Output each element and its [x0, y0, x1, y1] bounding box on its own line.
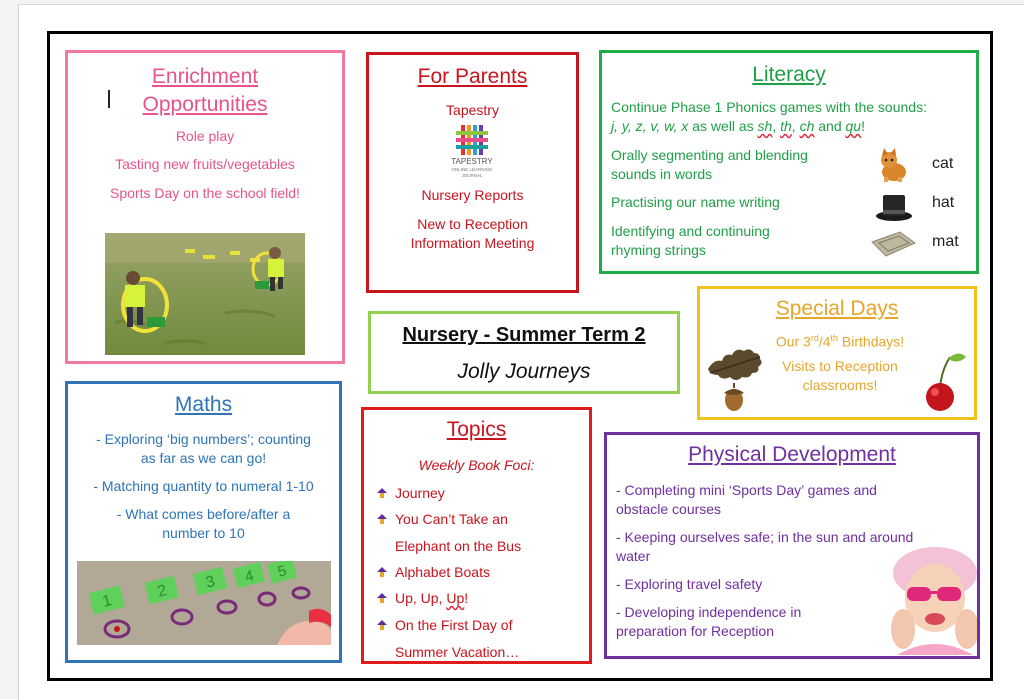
birthdays-post: Birthdays! — [838, 333, 905, 350]
topics-subtitle: Weekly Book Foci: — [418, 457, 535, 473]
birthdays-sup2: th — [830, 333, 839, 343]
maths-item1-line1: - Exploring ‘big numbers’; counting — [96, 431, 311, 447]
enrichment-item: Tasting new fruits/vegetables — [115, 156, 295, 172]
number-cards-photo — [77, 561, 331, 645]
literacy-word-mat: mat — [932, 233, 959, 250]
for-parents-title: For Parents — [417, 65, 528, 88]
maths-item: - Matching quantity to numeral 1-10 — [93, 478, 314, 494]
physical-item1-line2: obstacle courses — [616, 501, 722, 517]
meeting-line1: New to Reception — [417, 216, 528, 232]
maths-item1-line2: as far as we can go! — [140, 450, 267, 466]
literacy-segmenting-text — [611, 146, 808, 184]
maths-title: Maths — [174, 393, 233, 416]
bullet-arrow-icon — [376, 513, 388, 525]
phonics-line2: j, y, z, v, w, x as well as sh, th, ch and qu! — [611, 118, 865, 134]
numeral-card: 5 — [276, 562, 289, 581]
visits-line1: Visits to Reception — [782, 358, 898, 374]
nursery-heading: Nursery - Summer Term 2 — [402, 324, 646, 346]
sports-day-photo — [105, 233, 305, 355]
physical-item2-line1: - Keeping ourselves safe; in the sun and around — [616, 529, 914, 545]
special-days-box — [697, 286, 977, 420]
phonics-mid: as well as — [688, 118, 758, 134]
segmenting-line1: Orally segmenting and blending — [611, 147, 808, 163]
topic-up-pre: Up, Up, — [395, 590, 447, 606]
birthdays-text — [760, 329, 920, 352]
physical-item: - Exploring travel safety — [616, 576, 763, 592]
bullet-arrow-icon — [376, 592, 388, 604]
maths-item3-line2: number to 10 — [162, 525, 245, 541]
nursery-reports-label: Nursery Reports — [421, 187, 524, 203]
phonics-sh: sh — [757, 118, 773, 134]
topic-item-continued: Summer Vacation… — [395, 644, 520, 660]
topic-item — [395, 590, 468, 606]
nursery-title-box — [368, 311, 680, 394]
nursery-subtitle: Jolly Journeys — [457, 360, 591, 383]
rhyming-line2: rhyming strings — [611, 242, 706, 258]
oak-leaf-acorn-picture — [704, 337, 770, 417]
physical-item2-line2: water — [616, 548, 651, 564]
cat-picture — [876, 147, 912, 183]
visits-line2: classrooms! — [802, 377, 878, 393]
literacy-phonics-text — [611, 98, 927, 136]
physical-item — [616, 603, 916, 641]
literacy-name-writing-text: Practising our name writing — [611, 194, 780, 210]
special-days-title: Special Days — [775, 297, 899, 320]
reception-meeting-label — [369, 215, 576, 253]
maths-box — [65, 381, 342, 663]
literacy-word-hat: hat — [932, 194, 955, 211]
bullet-arrow-icon — [376, 566, 388, 578]
bullet-arrow-icon — [376, 619, 388, 631]
topics-title: Topics — [446, 418, 507, 441]
birthdays-pre: Our 3 — [775, 333, 811, 350]
rhyming-line1: Identifying and continuing — [611, 223, 770, 239]
phonics-qu: qu — [845, 118, 862, 134]
maths-item — [74, 505, 333, 543]
topic-up-word: Up — [446, 590, 465, 606]
for-parents-box — [366, 52, 579, 293]
enrichment-box — [65, 50, 345, 364]
literacy-box — [599, 50, 979, 274]
topic-item: Journey — [395, 485, 445, 501]
tapestry-logo-sub1: ONLINE LEARNING — [451, 167, 493, 172]
physical-development-title: Physical Development — [688, 443, 896, 466]
maths-item3-line1: - What comes before/after a — [116, 506, 291, 522]
child-sunglasses-photo — [877, 543, 977, 655]
enrichment-title-line2: Opportunities — [142, 93, 268, 116]
literacy-rhyming-text — [611, 222, 770, 260]
physical-item4-line1: - Developing independence in — [616, 604, 802, 620]
maths-item — [74, 430, 333, 468]
phonics-and: and — [814, 118, 846, 134]
enrichment-item: Role play — [175, 128, 235, 144]
enrichment-title-line1: Enrichment — [151, 65, 259, 88]
phonics-end: ! — [861, 118, 865, 134]
topics-box — [361, 407, 592, 664]
text-cursor — [108, 90, 110, 108]
literacy-word-cat: cat — [932, 155, 954, 172]
phonics-th: th — [780, 118, 792, 134]
numeral-card: 2 — [155, 582, 169, 601]
phonics-letters: j, y, z, v, w, x — [611, 118, 689, 134]
topic-item-continued: Elephant on the Bus — [395, 538, 522, 554]
numeral-card: 3 — [203, 573, 217, 592]
physical-item4-line2: preparation for Reception — [616, 623, 774, 639]
enrichment-item: Sports Day on the school field! — [110, 185, 300, 201]
physical-item — [616, 481, 916, 519]
cherry-picture — [918, 347, 968, 417]
meeting-line2: Information Meeting — [410, 235, 535, 251]
tapestry-logo-sub2: JOURNAL — [461, 173, 483, 178]
physical-development-box — [604, 432, 980, 659]
birthdays-mid: /4 — [818, 333, 831, 350]
literacy-title: Literacy — [752, 63, 826, 86]
topic-up-end: ! — [464, 590, 469, 606]
birthdays-sup1: rd — [810, 333, 819, 343]
tapestry-label: Tapestry — [446, 102, 499, 118]
tapestry-logo — [447, 123, 497, 179]
tapestry-logo-text: TAPESTRY — [451, 157, 493, 166]
hat-picture — [874, 191, 914, 223]
bullet-arrow-icon — [376, 487, 388, 499]
topic-item: On the First Day of — [395, 617, 513, 633]
mat-picture — [868, 228, 918, 260]
numeral-card: 4 — [243, 567, 256, 586]
topic-item: Alphabet Boats — [395, 564, 490, 580]
segmenting-line2: sounds in words — [611, 166, 713, 182]
phonics-line1: Continue Phase 1 Phonics games with the sounds: — [611, 99, 927, 115]
visits-text — [760, 357, 920, 395]
topic-item: You Can’t Take an — [395, 511, 508, 527]
physical-item1-line1: - Completing mini ‘Sports Day’ games and — [616, 482, 877, 498]
numeral-card: 1 — [100, 592, 114, 611]
phonics-ch: ch — [799, 118, 815, 134]
